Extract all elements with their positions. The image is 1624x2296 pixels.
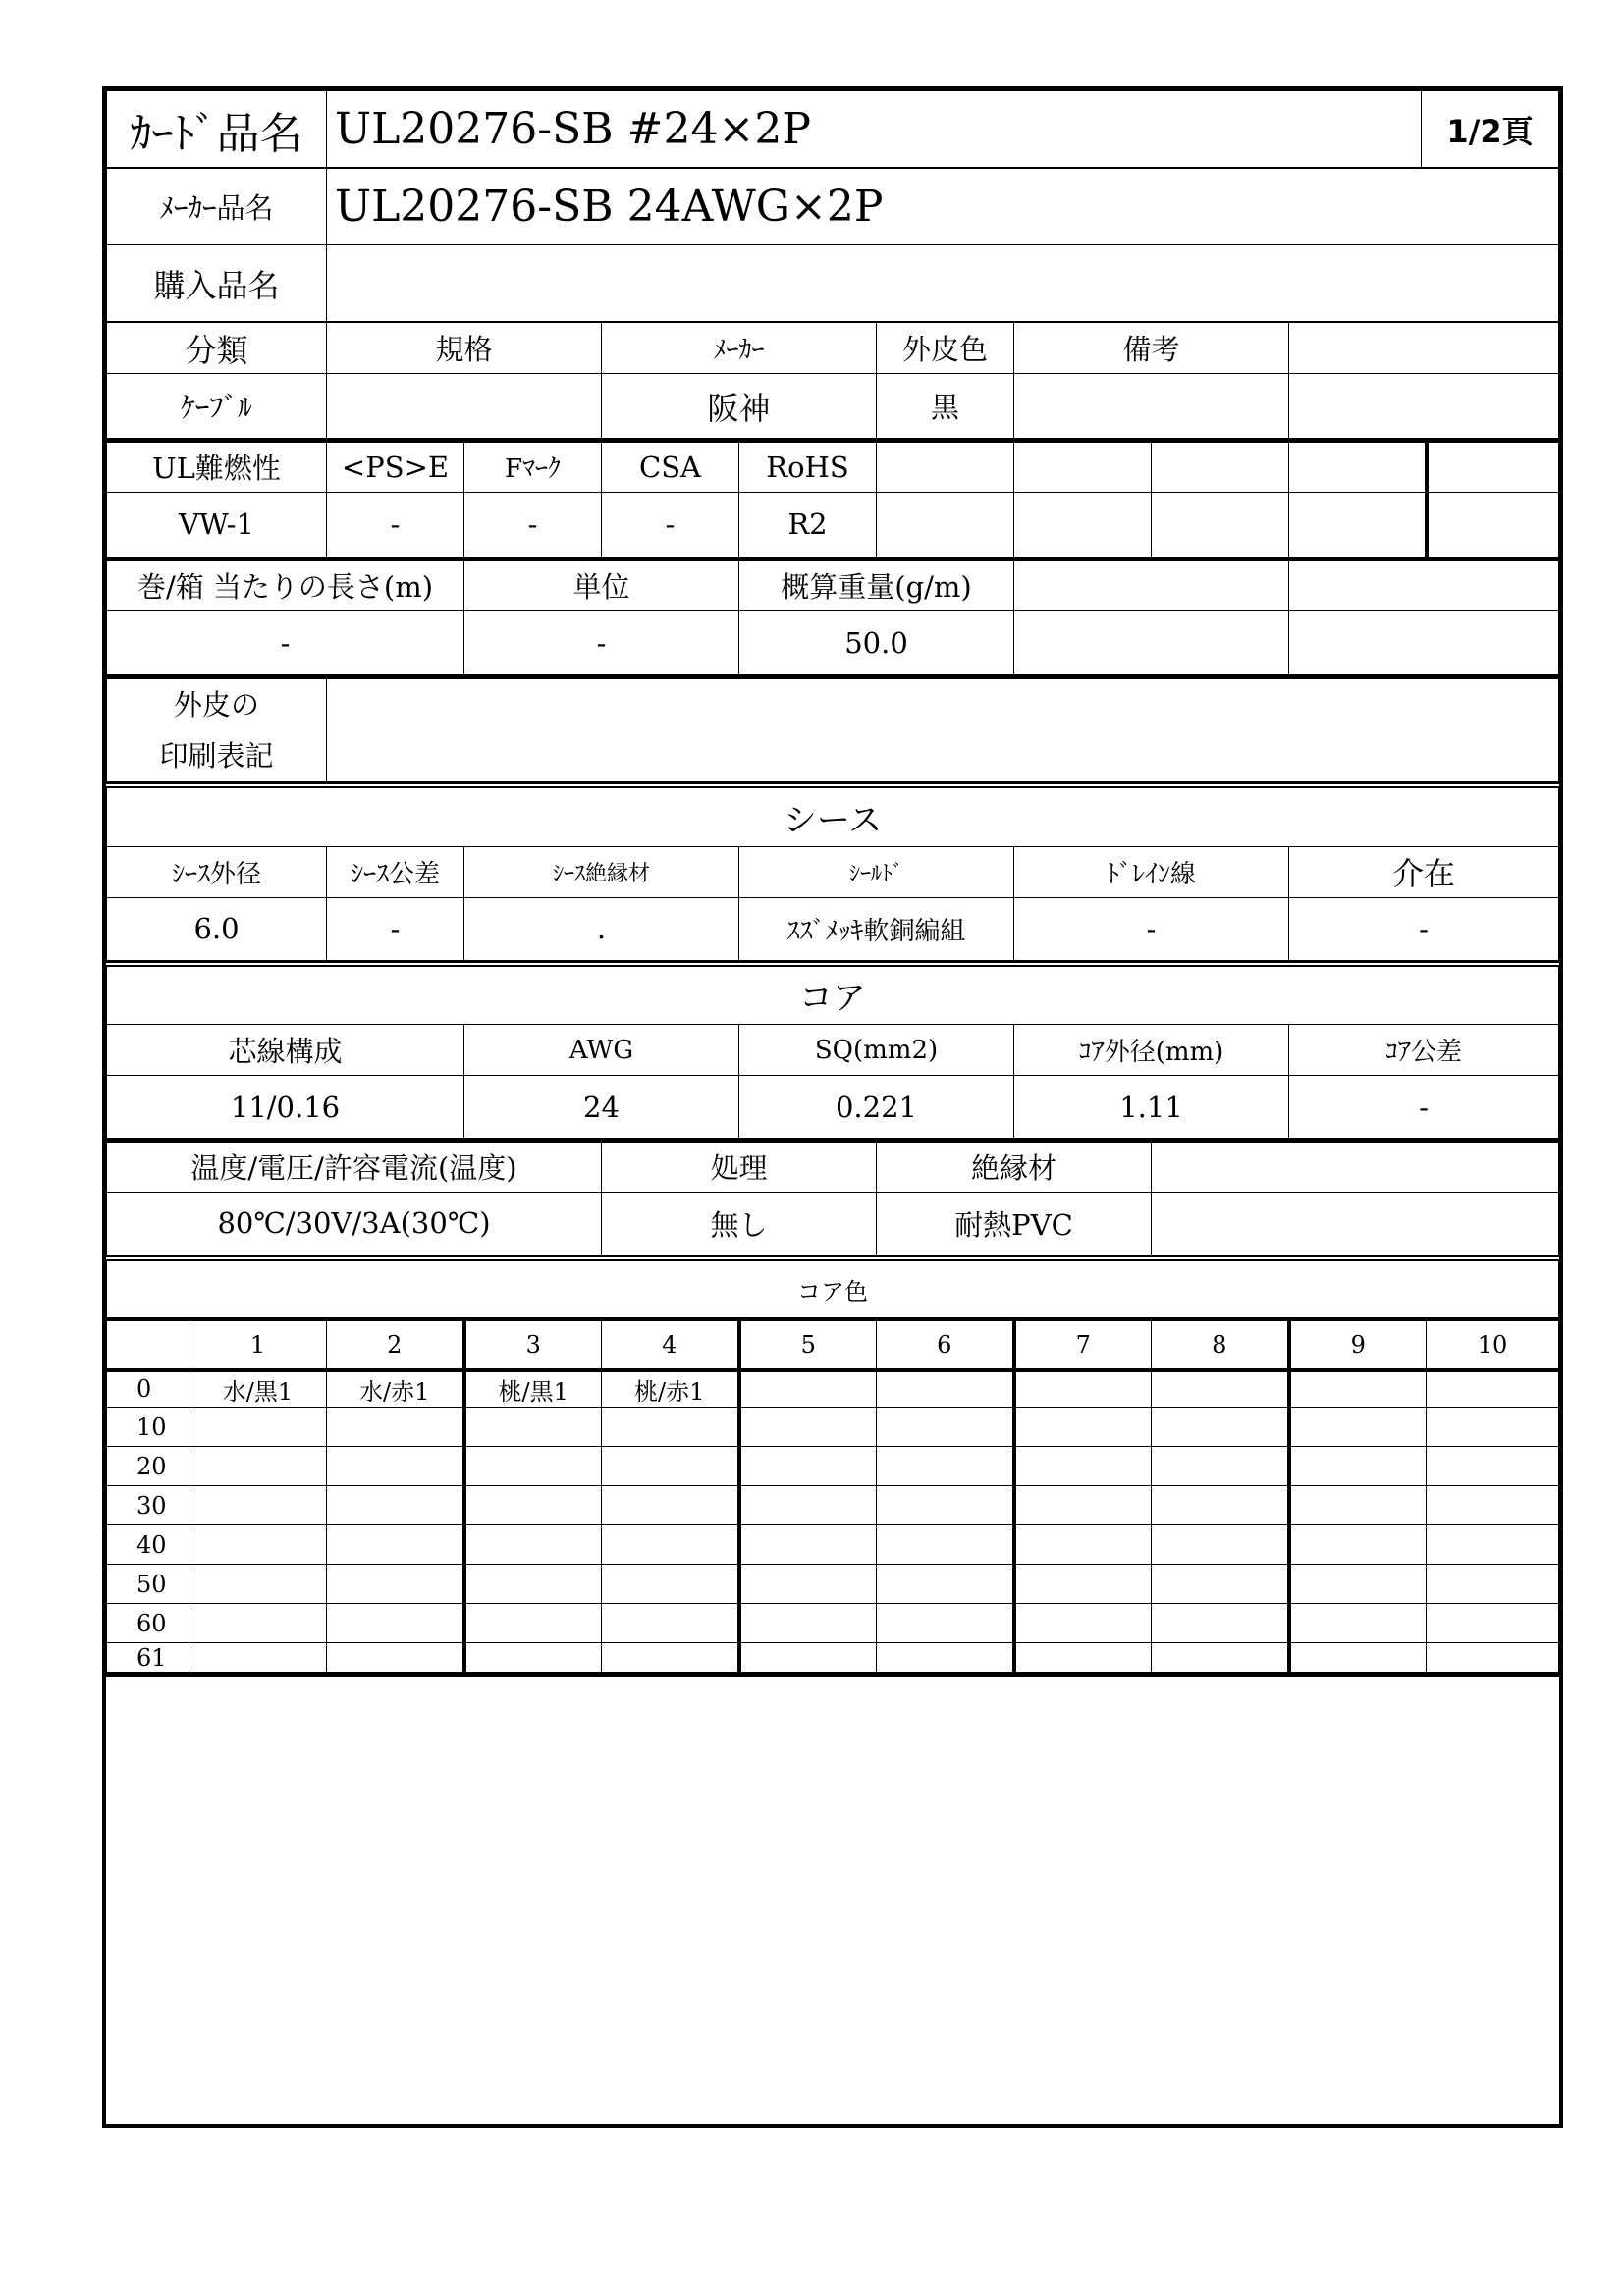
std-header-rohs: RoHS [739,441,877,492]
std-value-ul: VW-1 [107,492,327,557]
core-color-cell [1427,1408,1559,1447]
core-color-section-title: コア色 [107,1258,1559,1319]
core-color-cell [1014,1486,1152,1525]
core-color-col-1: 1 [189,1319,327,1370]
rating-value-insulation: 耐熱PVC [877,1192,1152,1255]
core-color-cell [602,1643,739,1673]
core-value-awg: 24 [464,1076,739,1139]
core-color-col-3: 3 [464,1319,602,1370]
row-index: 40 [107,1525,189,1565]
core-color-col-8: 8 [1152,1319,1289,1370]
core-color-cell [327,1447,464,1486]
class-header-standard: 規格 [327,323,602,374]
core-color-rows [107,1370,1559,1673]
core-color-col-2: 2 [327,1319,464,1370]
sheath-value-tolerance: - [327,897,464,960]
core-color-cell [1427,1486,1559,1525]
std-header-pse: <PS>E [327,441,464,492]
std-value-csa: - [602,492,739,557]
core-color-cell [327,1408,464,1447]
std-header-blank-2 [1014,441,1152,492]
core-color-cell [1289,1370,1427,1408]
sheath-value-drain: - [1014,897,1289,960]
table-row [107,1486,1559,1525]
core-header-tolerance: ｺｱ公差 [1289,1025,1559,1076]
core-color-cell [1289,1486,1427,1525]
row-index: 60 [107,1604,189,1643]
row-index: 30 [107,1486,189,1525]
core-color-cell [189,1643,327,1673]
core-table [106,961,1559,1140]
core-color-cell [602,1486,739,1525]
pack-header-weight: 概算重量(g/m) [739,560,1014,611]
table-row [107,1643,1559,1673]
core-color-cell [189,1604,327,1643]
core-color-cell [739,1486,877,1525]
core-color-cell [1014,1565,1152,1604]
core-color-col-7: 7 [1014,1319,1152,1370]
core-color-cell [739,1525,877,1565]
core-color-cell [464,1447,602,1486]
rating-header-temp: 温度/電圧/許容電流(温度) [107,1141,602,1192]
core-color-cell [877,1604,1014,1643]
card-name-value: UL20276-SB #24×2P [327,91,1422,168]
std-header-blank-1 [877,441,1014,492]
class-value-category: ｹｰﾌﾞﾙ [107,374,327,439]
core-color-cell [739,1565,877,1604]
row-index: 61 [107,1643,189,1673]
core-color-cell [327,1643,464,1673]
header-table [106,90,1559,168]
sheath-header-insulation: ｼｰｽ絶縁材 [464,846,739,897]
core-header-diameter: ｺｱ外径(mm) [1014,1025,1289,1076]
core-color-cell [464,1643,602,1673]
pack-header-blank-1 [1014,560,1289,611]
core-color-cell [1152,1643,1289,1673]
maker-name-label: ﾒｰｶｰ品名 [107,169,327,245]
core-color-cell [1289,1447,1427,1486]
pack-value-weight: 50.0 [739,611,1014,675]
core-color-cell [189,1565,327,1604]
maker-name-value: UL20276-SB 24AWG×2P [327,169,1559,245]
core-color-cell [877,1525,1014,1565]
core-color-cell [739,1408,877,1447]
core-color-cell [1427,1447,1559,1486]
core-color-cell [1427,1604,1559,1643]
printing-label-line1: 外皮の [173,688,259,721]
core-color-cell [602,1525,739,1565]
core-color-cell [739,1604,877,1643]
core-color-cell [1152,1370,1289,1408]
std-value-blank-4 [1289,492,1427,557]
core-color-cell [1427,1643,1559,1673]
core-header-sq: SQ(mm2) [739,1025,1014,1076]
class-value-maker: 阪神 [602,374,877,439]
sheath-value-insulation: . [464,897,739,960]
printing-label-line2: 印刷表記 [159,739,274,773]
core-color-cell [739,1447,877,1486]
spec-sheet [102,86,1563,2128]
core-color-cell [189,1525,327,1565]
printing-table [106,675,1559,782]
core-color-cell [877,1643,1014,1673]
core-color-cell [877,1408,1014,1447]
core-color-cell [1014,1525,1152,1565]
row-index: 0 [107,1370,189,1408]
core-color-cell [739,1643,877,1673]
page-number: 1/2頁 [1422,91,1559,168]
core-color-col-5: 5 [739,1319,877,1370]
sheath-section-title: シース [107,785,1559,846]
core-color-cell [739,1370,877,1408]
purchase-name-value [327,245,1559,322]
notes-area [106,1673,1559,2124]
pack-value-blank-2 [1289,611,1559,675]
sheath-value-filler: - [1289,897,1559,960]
core-rating-table [106,1139,1559,1255]
pack-value-unit: - [464,611,739,675]
table-row [107,1565,1559,1604]
sheath-value-diameter: 6.0 [107,897,327,960]
core-color-cell [464,1565,602,1604]
rating-value-temp: 80℃/30V/3A(30℃) [107,1192,602,1255]
core-color-cell [1014,1408,1152,1447]
class-value-standard [327,374,602,439]
core-section-title: コア [107,964,1559,1025]
core-color-cell [602,1447,739,1486]
core-color-cell [327,1604,464,1643]
class-header-remarks: 備考 [1014,323,1289,374]
core-color-cell [1152,1525,1289,1565]
sheath-table [106,782,1559,961]
core-color-col-10: 10 [1427,1319,1559,1370]
core-color-cell [1014,1370,1152,1408]
packaging-table [106,558,1559,676]
std-value-rohs: R2 [739,492,877,557]
classification-table [106,322,1559,439]
std-value-fmark: - [464,492,602,557]
core-header-awg: AWG [464,1025,739,1076]
core-value-strand: 11/0.16 [107,1076,464,1139]
pack-header-length: 巻/箱 当たりの長さ(m) [107,560,464,611]
core-color-cell [1289,1525,1427,1565]
sheath-header-drain: ﾄﾞﾚｲﾝ線 [1014,846,1289,897]
core-color-cell [1427,1525,1559,1565]
card-name-label: ｶｰﾄﾞ品名 [107,91,327,168]
core-color-cell: 桃/黒1 [464,1370,602,1408]
pack-value-length: - [107,611,464,675]
sheath-header-diameter: ｼｰｽ外径 [107,846,327,897]
core-color-table [106,1255,1559,1674]
core-color-cell [1014,1447,1152,1486]
std-header-blank-4 [1289,441,1427,492]
core-color-cell [1014,1604,1152,1643]
rating-header-insulation: 絶縁材 [877,1141,1152,1192]
core-color-col-4: 4 [602,1319,739,1370]
core-color-cell [877,1447,1014,1486]
sheath-header-tolerance: ｼｰｽ公差 [327,846,464,897]
std-value-blank-5 [1427,492,1559,557]
purchase-name-label: 購入品名 [107,245,327,322]
core-color-col-6: 6 [877,1319,1014,1370]
rating-header-treatment: 処理 [602,1141,877,1192]
maker-table [106,168,1559,322]
rating-value-blank [1152,1192,1559,1255]
core-color-cell [877,1370,1014,1408]
core-color-cell [1152,1408,1289,1447]
core-value-sq: 0.221 [739,1076,1014,1139]
core-color-cell [464,1486,602,1525]
std-value-blank-2 [1014,492,1152,557]
core-color-cell [327,1525,464,1565]
core-color-cell: 水/赤1 [327,1370,464,1408]
std-header-csa: CSA [602,441,739,492]
class-value-remarks [1014,374,1289,439]
standards-table [106,439,1559,558]
class-header-extra [1289,323,1559,374]
table-row [107,1408,1559,1447]
core-color-cell [189,1486,327,1525]
core-color-cell [464,1408,602,1447]
core-color-cell [1289,1604,1427,1643]
pack-header-unit: 単位 [464,560,739,611]
core-color-cell [464,1604,602,1643]
sheath-header-filler: 介在 [1289,846,1559,897]
sheath-value-shield: ｽｽﾞﾒｯｷ軟銅編組 [739,897,1014,960]
std-value-blank-3 [1152,492,1289,557]
core-color-cell [327,1486,464,1525]
row-index: 10 [107,1408,189,1447]
class-value-color: 黒 [877,374,1014,439]
core-value-diameter: 1.11 [1014,1076,1289,1139]
core-color-corner [107,1319,189,1370]
table-row [107,1370,1559,1408]
class-value-extra [1289,374,1559,439]
std-header-blank-5 [1427,441,1559,492]
std-value-pse: - [327,492,464,557]
printing-value [327,677,1559,782]
core-value-tolerance: - [1289,1076,1559,1139]
core-color-cell [1289,1643,1427,1673]
pack-value-blank-1 [1014,611,1289,675]
class-header-category: 分類 [107,323,327,374]
core-color-cell [1152,1447,1289,1486]
core-color-cell: 桃/赤1 [602,1370,739,1408]
class-header-color: 外皮色 [877,323,1014,374]
core-color-cell: 水/黒1 [189,1370,327,1408]
core-color-cell [1152,1565,1289,1604]
core-color-cell [877,1565,1014,1604]
core-color-cell [1289,1565,1427,1604]
sheath-header-shield: ｼｰﾙﾄﾞ [739,846,1014,897]
core-color-cell [464,1525,602,1565]
core-color-cell [602,1408,739,1447]
row-index: 20 [107,1447,189,1486]
rating-value-treatment: 無し [602,1192,877,1255]
core-color-cell [1152,1604,1289,1643]
rating-header-blank [1152,1141,1559,1192]
core-color-cell [1152,1486,1289,1525]
printing-label [107,677,327,782]
core-color-cell [189,1408,327,1447]
core-color-cell [877,1486,1014,1525]
core-color-cell [1427,1370,1559,1408]
core-color-cell [1014,1643,1152,1673]
table-row [107,1447,1559,1486]
row-index: 50 [107,1565,189,1604]
core-color-cell [1289,1408,1427,1447]
table-row [107,1525,1559,1565]
core-color-cell [1427,1565,1559,1604]
core-color-cell [327,1565,464,1604]
core-color-col-9: 9 [1289,1319,1427,1370]
std-value-blank-1 [877,492,1014,557]
core-color-cell [189,1447,327,1486]
table-row [107,1604,1559,1643]
core-color-cell [602,1565,739,1604]
pack-header-blank-2 [1289,560,1559,611]
core-header-strand: 芯線構成 [107,1025,464,1076]
std-header-blank-3 [1152,441,1289,492]
core-color-cell [602,1604,739,1643]
std-header-ul: UL難燃性 [107,441,327,492]
class-header-maker: ﾒｰｶｰ [602,323,877,374]
std-header-fmark: Fﾏｰｸ [464,441,602,492]
